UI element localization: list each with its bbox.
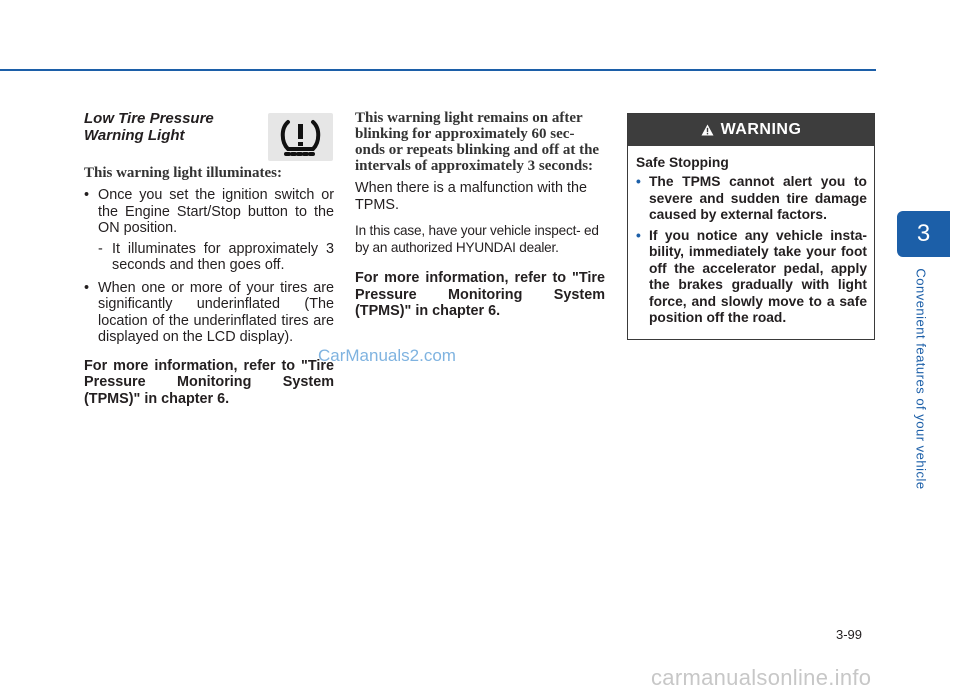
bullet-dot-icon: • bbox=[84, 187, 90, 203]
illuminates-heading: This warning light illuminates: bbox=[84, 165, 282, 181]
chapter-tab bbox=[897, 211, 950, 257]
left-column bbox=[84, 110, 334, 407]
malfunction-text: When there is a malfunction with the TPMS. bbox=[355, 180, 587, 213]
sub-bullet-item bbox=[98, 241, 334, 274]
info-reference: For more information, refer to "Tire Pressure Monitoring System (TPMS)" in chapter 6. bbox=[355, 270, 605, 319]
warning-item-text: If you notice any vehicle insta- bility, immediately take your foot off the accelerator pedal, apply the brakes gradually with light force, and slowly move to a safe position off the road. bbox=[649, 227, 867, 325]
bullet-item bbox=[84, 187, 334, 237]
chapter-title: Convenient features of your vehicle bbox=[913, 268, 929, 490]
warning-box bbox=[627, 113, 875, 340]
sub-bullet-text: It illuminates for approximately 3 seconds and then goes off. bbox=[112, 240, 334, 273]
bullet-text: Once you set the ignition switch or the Engine Start/Stop button to the ON position. bbox=[98, 187, 334, 236]
bullet-item bbox=[84, 280, 334, 346]
info-reference: For more information, refer to "Tire Pressure Monitoring System (TPMS)" in chapter 6. bbox=[84, 357, 334, 407]
bullet-dot-icon: • bbox=[636, 174, 641, 189]
warning-item bbox=[636, 174, 867, 224]
middle-column bbox=[355, 110, 605, 320]
watermark: CarManuals2.com bbox=[318, 346, 456, 365]
warning-triangle-icon bbox=[701, 124, 714, 136]
page-number: 3-99 bbox=[836, 627, 863, 642]
warning-title: WARNING bbox=[720, 121, 802, 138]
bullet-dot-icon: • bbox=[636, 227, 641, 243]
bullet-dot-icon: • bbox=[84, 279, 90, 296]
dealer-text: In this case, have your vehicle inspect- ed by an authorized HYUNDAI dealer. bbox=[355, 223, 599, 255]
remains-on-heading: This warning light remains on after blinking for approximately 60 sec- onds or repeats blinking and off at the intervals of approximately 3 seconds: bbox=[355, 110, 600, 174]
warning-item-text: The TPMS cannot alert you to severe and sudden tire damage caused by external factors. bbox=[649, 174, 867, 222]
chapter-number: 3 bbox=[916, 220, 931, 247]
chapter-side-label bbox=[911, 265, 931, 493]
dash-icon: - bbox=[98, 240, 103, 257]
section-title-line2: Warning Light bbox=[84, 127, 185, 144]
section-title-line1: Low Tire Pressure bbox=[84, 110, 214, 127]
header-rule bbox=[0, 69, 876, 71]
bullet-text: When one or more of your tires are significantly underinflated (The location of the underinflated tires are displayed on the LCD display). bbox=[98, 279, 334, 345]
footer-watermark: carmanualsonline.info bbox=[651, 665, 872, 690]
warning-body bbox=[628, 146, 874, 327]
section-title bbox=[84, 110, 254, 144]
warning-item bbox=[636, 228, 867, 327]
warning-heading: Safe Stopping bbox=[636, 155, 729, 170]
warning-header bbox=[628, 114, 874, 146]
